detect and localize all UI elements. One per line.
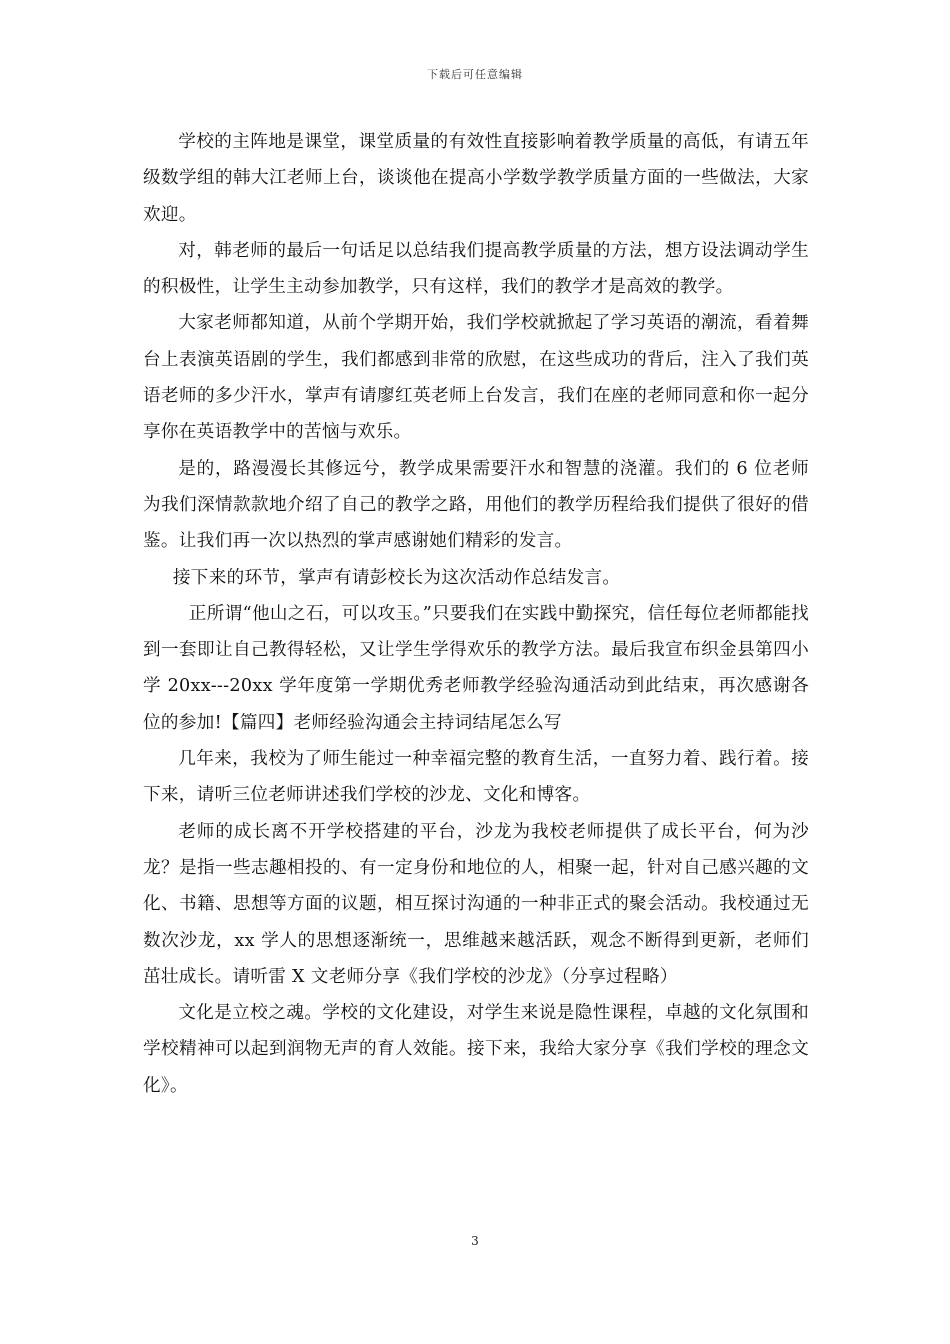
- paragraph-1: 学校的主阵地是课堂，课堂质量的有效性直接影响着教学质量的高低，有请五年级数学组的韩大江老师上台，谈谈他在提高小学数学教学质量方面的一些做法，大家欢迎。: [143, 132, 809, 225]
- page-number: 3: [471, 1234, 479, 1248]
- paragraph-5: 接下来的环节，掌声有请彭校长为这次活动作总结发言。: [172, 567, 621, 588]
- paragraph-6: 正所谓“他山之石，可以攻玉。”只要我们在实践中勤探究，信任每位老师都能找到一套即让自己教得轻松，又让学生学得欢乐的教学方法。最后我宣布织金县第四小学 20xx---20xx 学年度第一学期优秀老师教学经验沟通活动到此结束，再次感谢各位的参加!【篇四】老师经验沟通会主持词结尾怎么写: [143, 603, 809, 733]
- paragraph-3: 大家老师都知道，从前个学期开始，我们学校就掀起了学习英语的潮流，看着舞台上表演英语剧的学生，我们都感到非常的欣慰，在这些成功的背后，注入了我们英语老师的多少汗水，掌声有请廖红英老师上台发言，我们在座的老师同意和你一起分享你在英语教学中的苦恼与欢乐。: [143, 313, 809, 443]
- paragraph-7: 几年来，我校为了师生能过一种幸福完整的教育生活，一直努力着、践行着。接下来，请听三位老师讲述我们学校的沙龙、文化和博客。: [143, 749, 809, 806]
- page-header: 下载后可任意编辑: [427, 68, 523, 81]
- document-body: [143, 124, 809, 1104]
- paragraph-9: 文化是立校之魂。学校的文化建设，对学生来说是隐性课程，卓越的文化氛围和学校精神可以起到润物无声的育人效能。接下来，我给大家分享《我们学校的理念文化》。: [143, 1003, 809, 1096]
- paragraph-2: 对，韩老师的最后一句话足以总结我们提高教学质量的方法，想方设法调动学生的积极性，让学生主动参加教学，只有这样，我们的教学才是高效的教学。: [143, 240, 809, 298]
- paragraph-8: 老师的成长离不开学校搭建的平台，沙龙为我校老师提供了成长平台，何为沙龙？是指一些志趣相投的、有一定身份和地位的人，相聚一起，针对自己感兴趣的文化、书籍、思想等方面的议题，相互探讨沟通的一种非正式的聚会活动。我校通过无数次沙龙，xx 学人的思想逐渐统一，思维越来越活跃，观念不断得到更新，老师们茁壮成长。请听雷 X 文老师分享《我们学校的沙龙》（分享过程略）: [143, 821, 809, 987]
- paragraph-4: 是的，路漫漫长其修远兮，教学成果需要汗水和智慧的浇灌。我们的 6 位老师为我们深情款款地介绍了自己的教学之路，用他们的教学历程给我们提供了很好的借鉴。让我们再一次以热烈的掌声感谢她们精彩的发言。: [143, 458, 809, 552]
